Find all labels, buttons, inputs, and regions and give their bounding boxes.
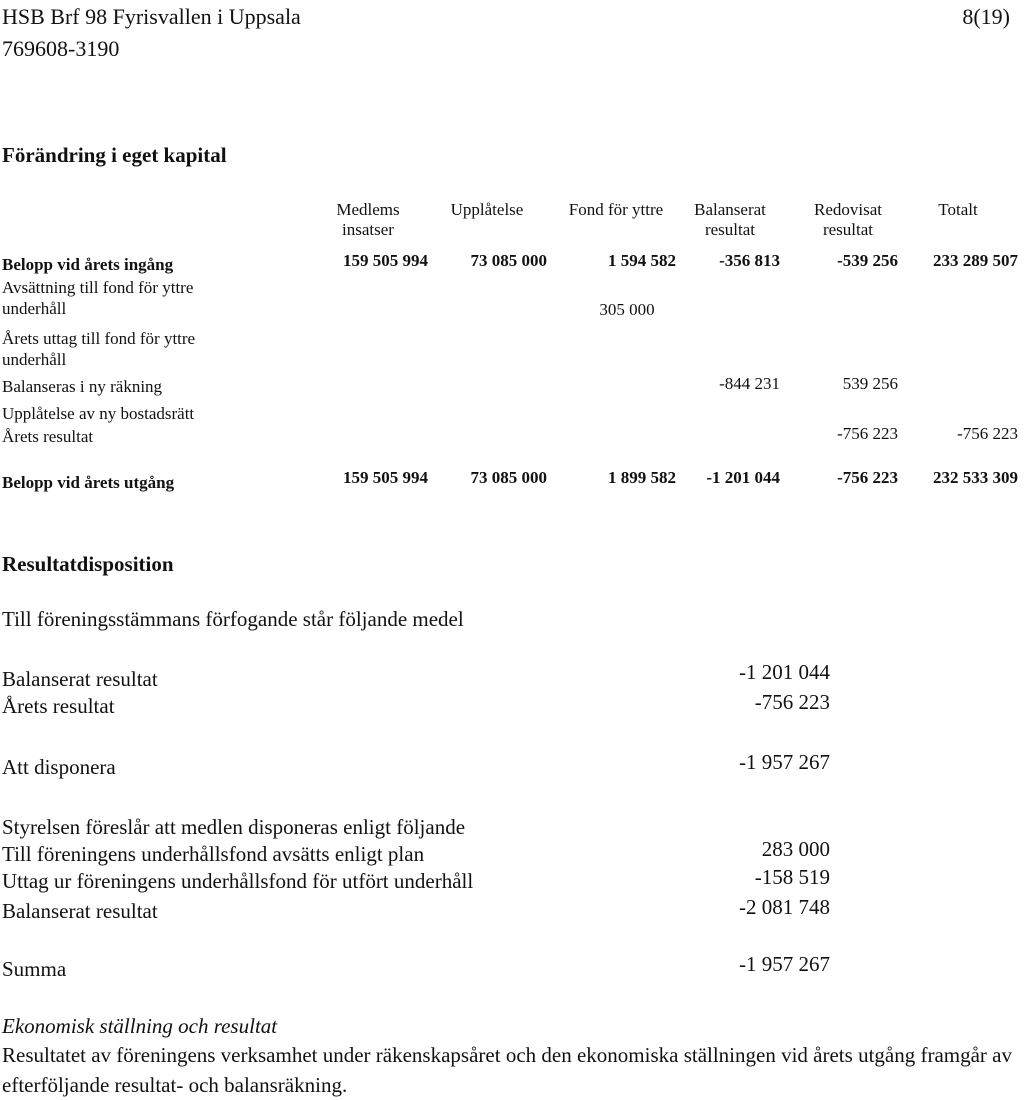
column-header-redovisat (798, 200, 898, 240)
disposition-item-label: Att disponera (2, 755, 116, 779)
column-header-totalt (898, 200, 1018, 220)
organization-name: HSB Brf 98 Fyrisvallen i Uppsala (2, 4, 301, 29)
proposal-item-label: Till föreningens underhållsfond avsätts enligt plan (2, 842, 425, 866)
cell-value: 1 594 582 (608, 251, 676, 270)
cell-value: -1 201 044 (706, 468, 780, 487)
column-header-medlems (308, 200, 428, 240)
column-header-line: Totalt (938, 200, 978, 219)
proposal-sum-value: -1 957 267 (739, 952, 830, 976)
cell-value: -756 223 (837, 468, 898, 487)
page-number: 8(19) (962, 4, 1010, 29)
cell-value: 73 085 000 (470, 468, 547, 487)
column-header-line: Medlems (336, 200, 400, 219)
proposal-item-value: -2 081 748 (739, 895, 830, 919)
cell-value: -539 256 (837, 251, 898, 270)
cell-value: -844 231 (719, 374, 780, 393)
organization-number: 769608-3190 (2, 36, 120, 61)
cell-value: 1 899 582 (608, 468, 676, 487)
proposal-item-label: Balanserat resultat (2, 899, 158, 923)
column-header-line: Fond för yttre (568, 200, 664, 219)
cell-value: -756 223 (837, 424, 898, 443)
disposition-item-label: Balanserat resultat (2, 667, 158, 691)
row-label: Årets uttag till fond för yttre (2, 329, 196, 348)
column-header-balanserat (680, 200, 780, 240)
cell-value: 159 505 994 (343, 468, 428, 487)
column-header-line: Balanserat (694, 200, 766, 219)
disposition-item-value: -1 957 267 (739, 750, 830, 774)
disposition-intro: Till föreningsstämmans förfogande står följande medel (2, 607, 464, 631)
column-header-line: resultat (704, 220, 756, 239)
cell-value: 159 505 994 (343, 251, 428, 270)
row-label: Belopp vid årets ingång (2, 255, 174, 274)
row-label: underhåll (2, 350, 67, 369)
cell-value: 232 533 309 (933, 468, 1018, 487)
disposition-item-value: -1 201 044 (739, 660, 830, 684)
equity-title: Förändring i eget kapital (2, 143, 227, 167)
proposal-sum-label: Summa (2, 957, 67, 981)
row-label: Balanseras i ny räkning (2, 377, 163, 396)
row-label: Upplåtelse av ny bostadsrätt (2, 404, 195, 423)
cell-value: 73 085 000 (470, 251, 547, 270)
proposal-intro: Styrelsen föreslår att medlen disponeras enligt följande (2, 815, 466, 839)
cell-value: -756 223 (957, 424, 1018, 443)
row-label: Belopp vid årets utgång (2, 473, 175, 492)
row-label: Årets resultat (2, 427, 94, 446)
column-header-line: resultat (822, 220, 874, 239)
disposition-item-value: -756 223 (754, 690, 830, 714)
proposal-item-label: Uttag ur föreningens underhållsfond för utfört underhåll (2, 869, 474, 893)
cell-value: 233 289 507 (933, 251, 1018, 270)
column-header-fond (556, 200, 676, 220)
column-header-upplatelse (427, 200, 547, 220)
column-header-line: insatser (342, 220, 394, 239)
cell-value: -356 813 (719, 251, 780, 270)
column-header-line: Upplåtelse (450, 200, 524, 219)
cell-value: 305 000 (599, 300, 655, 319)
economic-text: Resultatet av föreningens verksamhet under räkenskapsåret och den ekonomiska ställningen vid årets utgång framgår av efterföljande resultat- och balansräkning. (2, 1043, 1012, 1097)
economic-title: Ekonomisk ställning och resultat (2, 1014, 278, 1038)
disposition-item-label: Årets resultat (2, 694, 115, 718)
disposition-title: Resultatdisposition (2, 552, 174, 576)
row-label: Avsättning till fond för yttre (2, 278, 194, 297)
proposal-item-value: -158 519 (754, 865, 830, 889)
cell-value: 539 256 (842, 374, 898, 393)
column-header-line: Redovisat (814, 200, 882, 219)
proposal-item-value: 283 000 (761, 837, 830, 861)
row-label: underhåll (2, 299, 67, 318)
